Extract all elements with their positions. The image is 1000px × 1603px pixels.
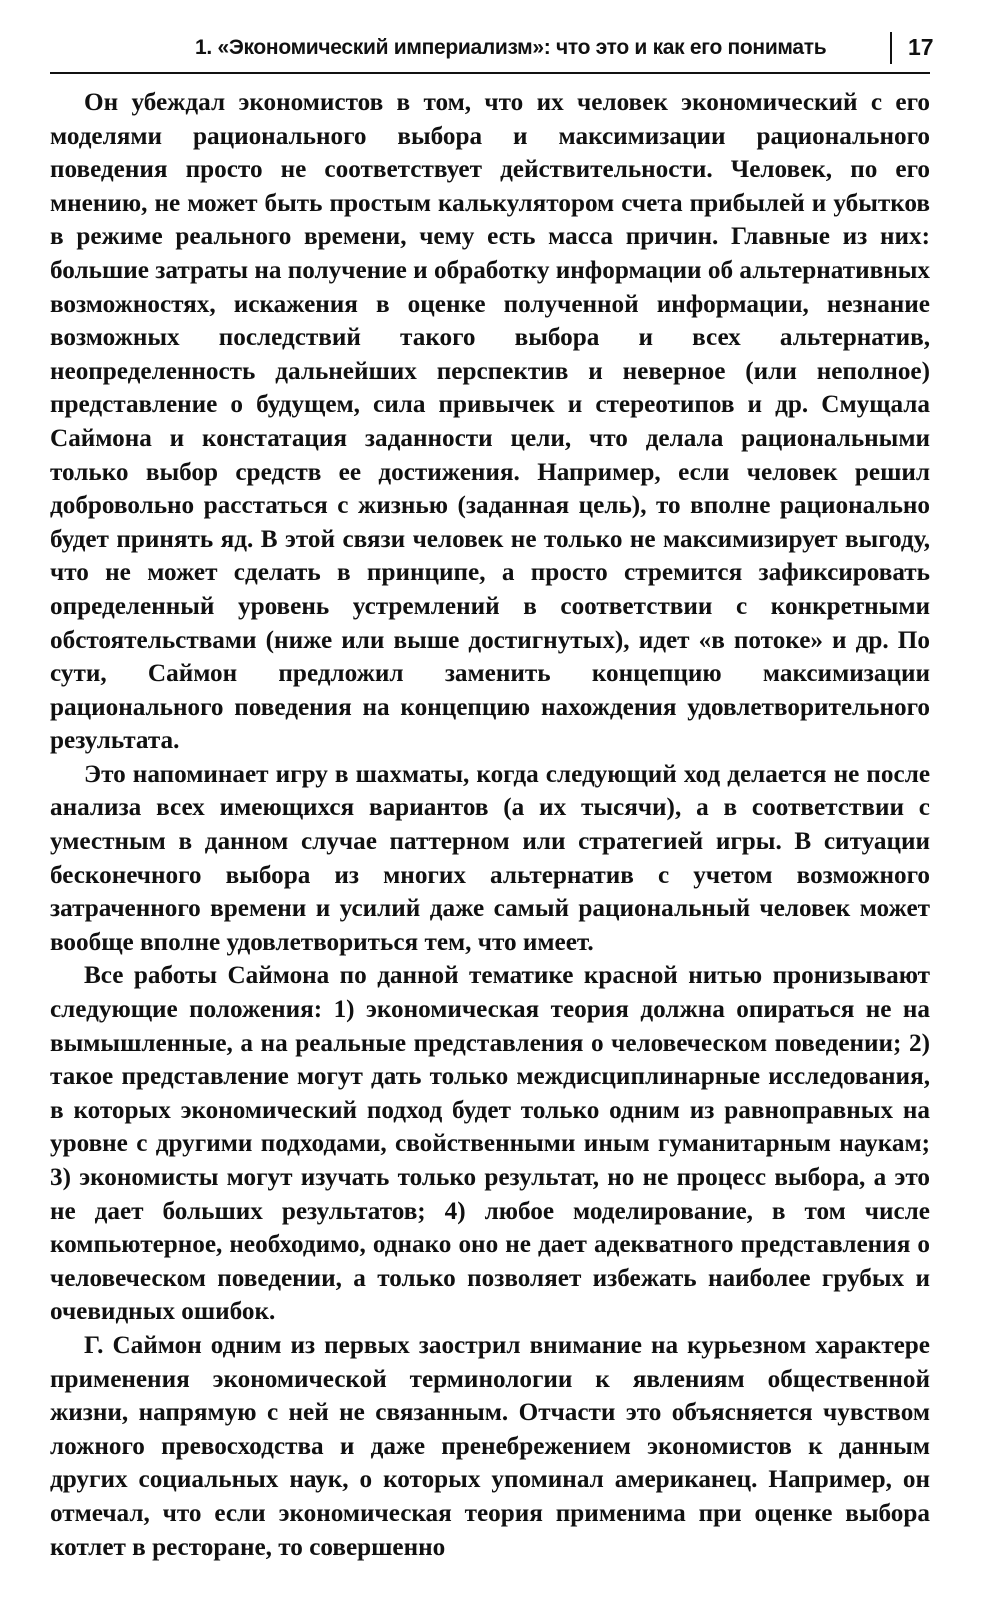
paragraph-2: Это напоминает игру в шахматы, когда следующий ход делается не после анализа всех имеющихся вариантов (а их тысячи), а в соответствии с уместным в данном случае паттерном или стратегией игры. В ситуации бесконечного выбора из многих альтернатив с учетом возможного затраченного времени и усилий даже самый рациональный человек может вообще вполне удовлетвориться тем, что имеет. [50,760,930,956]
running-title: 1. «Экономический империализм»: что это и как его понимать [195,36,827,59]
header-separator [890,32,892,64]
running-header [50,30,934,74]
body-text [50,86,930,1564]
page-number: 17 [908,34,934,60]
paragraph-1: Он убеждал экономистов в том, что их человек экономический с его моделями рационального выбора и максимизации рационального поведения просто не соответствует действительности. Человек, по его мнению, не может быть простым калькулятором счета прибылей и убытков в режиме реального времени, чему есть масса причин. Главные из них: большие затраты на получение и обработку информации об альтернативных возможностях, искажения в оценке полученной информации, незнание возможных последствий такого выбора и всех альтернатив, неопределенность дальнейших перспектив и неверное (или неполное) представление о будущем, сила привычек и стереотипов и др. Смущала Саймона и констатация заданности цели, что делала рациональными только выбор средств ее достижения. Например, если человек решил добровольно расстаться с жизнью (заданная цель), то вполне рационально будет принять яд. В этой связи человек не только не максимизирует выгоду, что не может сделать в принципе, а просто стремится зафиксировать определенный уровень устремлений в соответствии с конкретными обстоятельствами (ниже или выше достигнутых), идет «в потоке» и др. По сути, Саймон предложил заменить концепцию максимизации рационального поведения на концепцию нахождения удовлетворительного результата. [50,89,930,755]
paragraph-3: Все работы Саймона по данной тематике красной нитью пронизывают следующие положения: 1) экономическая теория должна опираться не на вымышленные, а на реальные представления о человеческом поведении; 2) такое представление могут дать только междисциплинарные исследования, в которых экономический подход будет только одним из равноправных на уровне с другими подходами, свойственными иным гуманитарным наукам; 3) экономисты могут изучать только результат, но не процесс выбора, а это не дает больших результатов; 4) любое моделирование, в том числе компьютерное, необходимо, однако оно не дает адекватного представления о человеческом поведении, а только позволяет избежать наиболее грубых и очевидных ошибок. [50,962,930,1326]
paragraph-4: Г. Саймон одним из первых заострил внимание на курьезном характере применения экономической терминологии к явлениям общественной жизни, напрямую с ней не связанным. Отчасти это объясняется чувством ложного превосходства и даже пренебрежением экономистов к данным других социальных наук, о которых упоминал американец. Например, он отмечал, что если экономическая теория применима при оценке выбора котлет в ресторане, то совершенно [50,1331,930,1561]
